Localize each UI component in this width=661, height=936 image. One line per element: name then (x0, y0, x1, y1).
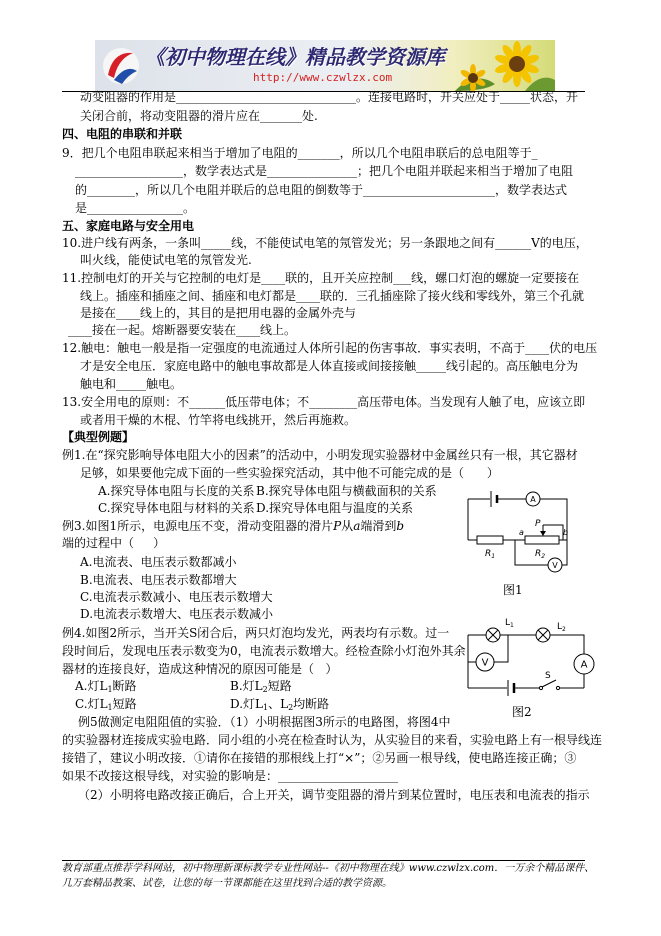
figure-1-circuit (455, 485, 580, 585)
end-a-label: a (519, 528, 524, 537)
example-1-option-a: A.探究导体电阻与长度的关系 (98, 484, 255, 498)
example-4-stem: 器材的连接良好，造成这种情况的原因可能是（ ） (62, 662, 338, 676)
option-subscript: 2 (262, 685, 268, 694)
example-5-line: 的实验器材连接成实验电路．同小组的小亮在检查时认为，从实验目的来看，实验电路上有一根导线连 (62, 733, 603, 747)
example-4-stem: 例4.如图2所示，当开关S闭合后，两只灯泡均发光，两表均有示数。过一 (62, 626, 450, 640)
footer-line: 几万套精品教案、试卷，让您的每一节课都能在这里找到合适的教学资源。 (62, 878, 392, 889)
ammeter-symbol (574, 654, 594, 674)
example-5-line: 接错了，建议小明改接．①请你在接错的那根线上打“×”；②另画一根导线，使电路连接正确；③ (62, 751, 577, 765)
question-12-line: 触电和_____触电。 (80, 377, 183, 391)
example-4-option-c (75, 697, 137, 711)
section-4-heading: 四、电阻的串联和并联 (62, 127, 183, 141)
r2-subscript: 2 (541, 553, 546, 560)
end-b-label: b (563, 528, 569, 537)
battery-symbol (508, 680, 514, 696)
slider-label: P (535, 519, 541, 529)
r2-letter: R (535, 549, 542, 559)
resistor-r2 (525, 536, 559, 544)
option-text: 、L (268, 697, 289, 711)
example-1-option-c: C.探究导体电阻与材料的关系 (98, 501, 255, 515)
banner-url: http://www.czwlzx.com (253, 71, 393, 84)
voltmeter-label: V (552, 561, 558, 570)
example-1-stem: 足够，如果要他完成下面的一些实验探究活动，其中他不可能完成的是（ ） (80, 466, 499, 480)
l1-subscript: 1 (510, 622, 514, 629)
banner-title: 《初中物理在线》精品教学资源库 (145, 45, 445, 69)
question-9-line: 是________________。 (75, 201, 196, 215)
option-text: 断路 (112, 679, 137, 693)
figure-1-caption: 图1 (503, 583, 523, 597)
r2-label (535, 549, 545, 560)
resistor-r1 (477, 536, 503, 544)
stem-text: 从 (341, 519, 354, 533)
lamp-l1-symbol (486, 628, 500, 642)
option-subscript: 1 (107, 685, 113, 694)
l1-letter: L (505, 618, 511, 628)
footer-rule (62, 860, 585, 861)
lamp-l2-label (557, 622, 566, 633)
examples-heading: 【典型例题】 (62, 430, 135, 444)
question-9-line: __________________，数学表达式是_______________；把几个电阻并联起来相当于增加了电阻 (75, 164, 574, 178)
option-subscript: 1 (262, 703, 269, 712)
slider-arrow (540, 525, 546, 536)
example-3-option-b: B.电流表、电压表示数都增大 (80, 573, 237, 587)
section-5-heading: 五、家庭电路与安全用电 (62, 219, 195, 233)
option-text: C.灯L (75, 697, 108, 711)
example-1-option-b: B.探究导体电阻与横截面积的关系 (256, 484, 437, 498)
example-1-stem: 例1.在“探究影响导体电阻大小的因素”的活动中，小明发现实验器材中金属丝只有一根，其它器材 (62, 448, 578, 462)
symbol-b: b (396, 519, 405, 533)
option-subscript: 2 (288, 703, 294, 712)
ammeter-label: A (580, 659, 588, 671)
ammeter-label: A (530, 495, 536, 504)
option-text: D.灯L (230, 697, 263, 711)
option-text: 均断路 (293, 697, 330, 711)
voltmeter-symbol (476, 653, 494, 671)
example-4-stem: 段时间后，发现电压表示数变为0，电流表示数增大。经检查除小灯泡外其余 (62, 644, 466, 658)
stem-text: 例3.如图1所示，电源电压不变，滑动变阻器的滑片 (62, 519, 334, 533)
question-11-line: 线上。插座和插座之间、插座和电灯都是____联的．三孔插座除了接火线和零线外，第三个孔就 (80, 289, 585, 303)
example-3-option-a: A.电流表、电压表示数都减小 (80, 555, 237, 569)
lamp-l2-symbol (536, 628, 550, 642)
ammeter-symbol (526, 492, 540, 506)
voltmeter-symbol (548, 558, 562, 572)
example-4-option-a (75, 679, 137, 693)
l2-letter: L (557, 622, 563, 632)
question-10-line: 10.进户线有两条，一条叫_____线，不能使试电笔的氖管发光；另一条跟地之间有______V的电压， (62, 236, 588, 250)
example-5-line: 如果不改接这根导线，对实验的影响是：____________________ (62, 769, 399, 783)
option-text: 短路 (267, 679, 292, 693)
site-logo-icon (100, 45, 142, 87)
example-5-line: （2）小明将电路改接正确后，合上开关，调节变阻器的滑片到某位置时，电压表和电流表的指示 (78, 788, 590, 802)
circuit-wires (468, 499, 567, 565)
l2-subscript: 2 (562, 626, 566, 633)
sunflower-image (455, 40, 555, 91)
option-text: A.灯L (75, 679, 108, 693)
stem-text: 端滑到 (360, 519, 397, 533)
example-4-option-d (230, 697, 329, 711)
option-text: B.灯L (230, 679, 263, 693)
switch-symbol (539, 680, 559, 690)
symbol-a: a (353, 519, 361, 533)
lamp-l1-label (505, 618, 514, 629)
option-subscript: 1 (107, 703, 113, 712)
question-12-line: 才是安全电压．家庭电路中的触电事故都是人体直接或间接接触_____线引起的。高压触电分为 (80, 359, 579, 373)
r1-label (485, 549, 495, 560)
option-text: 短路 (112, 697, 137, 711)
question-13-line: 13.安全用电的原则：不______低压带电体；不________高压带电体。当发现有人触了电，应该立即 (62, 395, 586, 409)
example-4-option-b (230, 679, 292, 693)
footer-line: 教育部重点推荐学科网站，初中物理新课标教学专业性网站--《初中物理在线》www.czwlzx.com．一万余个精品课件、 (62, 863, 595, 874)
question-9-line: 9．把几个电阻串联起来相当于增加了电阻的_______，所以几个电阻串联后的总电阻等于_ (62, 146, 538, 160)
r1-letter: R (485, 549, 492, 559)
question-11-line: ____接在一起。熔断器要安装在____线上。 (68, 323, 297, 337)
r1-subscript: 1 (491, 553, 496, 560)
figure-2-caption: 图2 (512, 705, 532, 719)
header-banner (95, 40, 555, 91)
example-3-option-d: D.电流表示数增大、电压表示数减小 (80, 607, 274, 621)
question-11-line: 是接在____线上的，其目的是把用电器的金属外壳与 (80, 306, 357, 320)
question-11-line: 11.控制电灯的开关与它控制的电灯是____联的，且开关应控制___线，螺口灯泡的螺旋一定要接在 (62, 271, 580, 285)
example-5-line: 例5做测定电阻阻值的实验．（1）小明根据图3所示的电路图，将图4中 (78, 715, 451, 729)
continuation-line-1: 动变阻器的作用是______________________________。连接电路时，开关应处于_____状态，开 (80, 90, 579, 104)
example-3-stem (62, 519, 404, 533)
figure-2-circuit (460, 615, 600, 700)
symbol-p: P (333, 519, 342, 533)
example-3-stem: 端的过程中（ ） (62, 536, 166, 550)
question-10-line: 叫火线，能使试电笔的氖管发光. (80, 253, 252, 267)
battery-symbol (491, 491, 497, 507)
example-1-option-d: D.探究导体电阻与温度的关系 (256, 501, 414, 515)
example-3-option-c: C.电流表示数减小、电压表示数增大 (80, 590, 273, 604)
question-12-line: 12.触电：触电一般是指一定强度的电流通过人体所引起的伤害事故．事实表明，不高于____伏的电压 (62, 341, 598, 355)
question-13-line: 或者用干燥的木棍、竹竿将电线挑开，然后再施救。 (80, 413, 357, 427)
continuation-line-2: 关闭合前，将动变阻器的滑片应在_______处. (80, 109, 318, 123)
question-9-line: 的________，所以几个电阻并联后的总电阻的倒数等于______________________，数学表达式 (75, 183, 568, 197)
voltmeter-label: V (481, 657, 489, 669)
switch-label: S (545, 671, 551, 681)
